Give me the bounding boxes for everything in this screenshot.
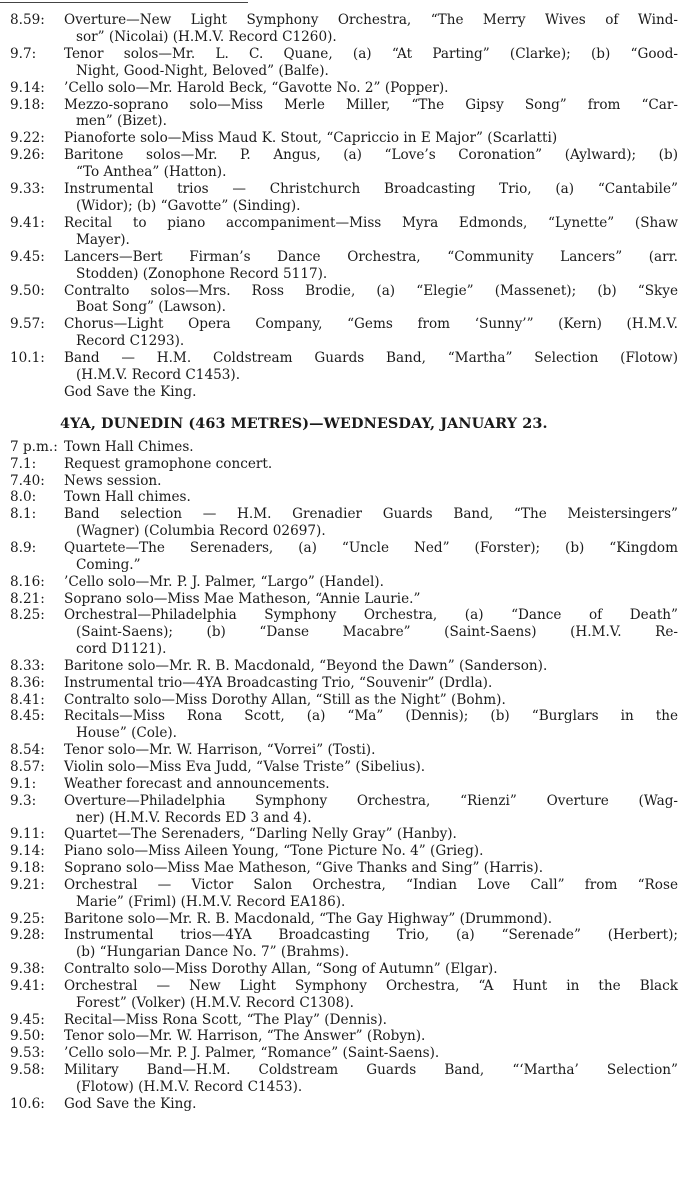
station-heading: 4YA, DUNEDIN (463 METRES)—WEDNESDAY, JANUARY 23. xyxy=(60,414,548,432)
entry-description xyxy=(64,759,678,776)
entry-description xyxy=(64,283,678,317)
programme-entry xyxy=(10,540,678,574)
entry-line: cord D1121). xyxy=(76,641,167,658)
entry-description xyxy=(64,927,678,961)
entry-line: Recital—Miss Rona Scott, “The Play” (Dennis). xyxy=(64,1011,387,1028)
entry-line: Pianoforte solo—Miss Maud K. Stout, “Capriccio in E Major” (Scarlatti) xyxy=(64,130,558,147)
entry-line: Violin solo—Miss Eva Judd, “Valse Triste” (Sibelius). xyxy=(64,758,426,775)
programme-entry xyxy=(10,826,678,843)
entry-time: 9.58: xyxy=(10,1062,45,1079)
top-rule xyxy=(0,2,248,3)
entry-line: (Wagner) (Columbia Record 02697). xyxy=(76,523,326,540)
entry-line: Baritone solos—Mr. P. Angus, (a) “Love’s Coronation” (Aylward); (b) xyxy=(64,147,678,164)
entry-description xyxy=(64,793,678,827)
programme-entry xyxy=(10,1012,678,1029)
closing-line: God Save the King. xyxy=(64,383,197,400)
entry-line: Recital to piano accompaniment—Miss Myra Edmonds, “Lynette” (Shaw xyxy=(64,214,678,231)
entry-line: Request gramophone concert. xyxy=(64,455,273,472)
entry-line: Band — H.M. Coldstream Guards Band, “Martha” Selection (Flotow) xyxy=(64,350,678,367)
programme-entry xyxy=(10,1028,678,1045)
section-dunedin-programme xyxy=(10,439,678,1113)
programme-entry xyxy=(10,181,678,215)
entry-description xyxy=(64,658,678,675)
entry-line: (b) “Hungarian Dance No. 7” (Brahms). xyxy=(76,944,350,961)
entry-time: 9.25: xyxy=(10,910,45,927)
programme-entry xyxy=(10,1096,678,1113)
entry-time: 8.21: xyxy=(10,590,45,607)
entry-description xyxy=(64,540,678,574)
entry-time: 8.9: xyxy=(10,540,37,556)
entry-description xyxy=(64,473,678,490)
entry-time: 10.6: xyxy=(10,1095,45,1112)
entry-time: 9.45: xyxy=(10,1011,45,1028)
entry-time: 8.45: xyxy=(10,708,45,725)
entry-line: Marie” (Friml) (H.M.V. Record EA186). xyxy=(76,893,346,910)
entry-description xyxy=(64,80,678,97)
entry-time: 9.57: xyxy=(10,316,45,333)
entry-line: Orchestral — Victor Salon Orchestra, “Indian Love Call” from “Rose xyxy=(64,876,678,893)
entry-time: 10.1: xyxy=(10,350,45,367)
entry-line: Instrumental trio—4YA Broadcasting Trio, “Souvenir” (Drdla). xyxy=(64,674,493,691)
entry-line: Quartet—The Serenaders, “Darling Nelly Gray” (Hanby). xyxy=(64,826,457,843)
programme-entry xyxy=(10,927,678,961)
entry-description xyxy=(64,877,678,911)
entry-line: House” (Cole). xyxy=(76,725,177,742)
entry-time: 9.26: xyxy=(10,147,45,164)
programme-entry xyxy=(10,456,678,473)
programme-entry xyxy=(10,46,678,80)
entry-description xyxy=(64,978,678,1012)
entry-time: 7.40: xyxy=(10,472,45,489)
programme-entry xyxy=(10,147,678,181)
entry-time: 9.41: xyxy=(10,977,45,994)
entry-time: 8.36: xyxy=(10,674,45,691)
entry-line: Orchestral—Philadelphia Symphony Orchestra, (a) “Dance of Death” xyxy=(64,607,678,624)
entry-time: 9.38: xyxy=(10,961,45,978)
entry-time: 9.14: xyxy=(10,843,45,860)
entry-time: 9.11: xyxy=(10,826,45,843)
programme-entry xyxy=(10,961,678,978)
entry-time: 8.0: xyxy=(10,489,37,506)
entry-line: Lancers—Bert Firman’s Dance Orchestra, “Community Lancers” (arr. xyxy=(64,248,678,265)
entry-line: Weather forecast and announcements. xyxy=(64,775,330,792)
programme-entry xyxy=(10,759,678,776)
entry-line: men” (Bizet). xyxy=(76,113,167,130)
entry-line: Piano solo—Miss Aileen Young, “Tone Picture No. 4” (Grieg). xyxy=(64,843,484,860)
section-christchurch-programme xyxy=(10,12,678,384)
entry-line: God Save the King. xyxy=(64,1095,197,1112)
entry-time: 9.7: xyxy=(10,45,37,62)
entry-line: Record C1293). xyxy=(76,333,185,350)
entry-time: 9.28: xyxy=(10,927,45,944)
entry-description xyxy=(64,708,678,742)
programme-entry xyxy=(10,316,678,350)
entry-time: 8.1: xyxy=(10,506,37,523)
entry-description xyxy=(64,147,678,181)
entry-line: Overture—New Light Symphony Orchestra, “The Merry Wives of Wind- xyxy=(64,12,678,28)
entry-description xyxy=(64,843,678,860)
entry-time: 9.41: xyxy=(10,214,45,231)
entry-time: 9.53: xyxy=(10,1045,45,1062)
entry-description xyxy=(64,692,678,709)
entry-line: Baritone solo—Mr. R. B. Macdonald, “The Gay Highway” (Drummond). xyxy=(64,910,553,927)
programme-entry xyxy=(10,607,678,658)
entry-line: Forest” (Volker) (H.M.V. Record C1308). xyxy=(76,994,354,1011)
programme-entry xyxy=(10,591,678,608)
programme-entry xyxy=(10,283,678,317)
entry-description xyxy=(64,316,678,350)
entry-line: Night, Good-Night, Beloved” (Balfe). xyxy=(76,62,329,79)
entry-description xyxy=(64,181,678,215)
programme-entry xyxy=(10,776,678,793)
programme-entry xyxy=(10,97,678,131)
entry-description xyxy=(64,591,678,608)
entry-description xyxy=(64,1012,678,1029)
entry-time: 8.54: xyxy=(10,742,45,759)
entry-description xyxy=(64,439,678,456)
entry-time: 7 p.m.: xyxy=(10,438,58,455)
entry-time: 9.18: xyxy=(10,96,45,113)
programme-entry xyxy=(10,675,678,692)
programme-entry xyxy=(10,439,678,456)
entry-time: 7.1: xyxy=(10,455,37,472)
entry-description xyxy=(64,130,678,147)
entry-description xyxy=(64,911,678,928)
entry-line: News session. xyxy=(64,472,162,489)
entry-description xyxy=(64,215,678,249)
programme-entry xyxy=(10,742,678,759)
entry-description xyxy=(64,826,678,843)
programme-entry xyxy=(10,215,678,249)
entry-line: sor” (Nicolai) (H.M.V. Record C1260). xyxy=(76,28,337,45)
entry-description xyxy=(64,1062,678,1096)
entry-time: 8.59: xyxy=(10,12,45,28)
entry-time: 9.21: xyxy=(10,876,45,893)
programme-entry xyxy=(10,793,678,827)
entry-time: 8.25: xyxy=(10,607,45,624)
programme-entry xyxy=(10,978,678,1012)
entry-line: Coming.” xyxy=(76,556,141,573)
entry-line: Town Hall chimes. xyxy=(64,489,191,506)
programme-entry xyxy=(10,350,678,384)
entry-line: Town Hall Chimes. xyxy=(64,438,194,455)
programme-entry xyxy=(10,80,678,97)
entry-description xyxy=(64,489,678,506)
entry-line: (Saint-Saens); (b) “Danse Macabre” (Saint-Saens) (H.M.V. Re- xyxy=(76,624,678,641)
entry-line: Stodden) (Zonophone Record 5117). xyxy=(76,265,328,282)
entry-time: 8.57: xyxy=(10,758,45,775)
entry-line: Military Band—H.M. Coldstream Guards Band, “‘Martha’ Selection” xyxy=(64,1062,678,1079)
entry-line: Contralto solo—Miss Dorothy Allan, “Still as the Night” (Bohm). xyxy=(64,691,506,708)
entry-line: Boat Song” (Lawson). xyxy=(76,299,226,316)
entry-description xyxy=(64,249,678,283)
programme-entry xyxy=(10,911,678,928)
programme-entry xyxy=(10,1045,678,1062)
programme-entry xyxy=(10,877,678,911)
entry-time: 9.50: xyxy=(10,1028,45,1045)
entry-line: ’Cello solo—Mr. Harold Beck, “Gavotte No. 2” (Popper). xyxy=(64,79,449,96)
entry-line: Chorus—Light Opera Company, “Gems from ‘Sunny’” (Kern) (H.M.V. xyxy=(64,316,678,333)
entry-line: Soprano solo—Miss Mae Matheson, “Give Thanks and Sing” (Harris). xyxy=(64,860,544,877)
entry-description xyxy=(64,776,678,793)
entry-line: Mayer). xyxy=(76,231,130,248)
entry-time: 9.1: xyxy=(10,775,37,792)
entry-description xyxy=(64,1096,678,1113)
programme-entry xyxy=(10,489,678,506)
entry-line: Contralto solos—Mrs. Ross Brodie, (a) “Elegie” (Massenet); (b) “Skye xyxy=(64,282,678,299)
entry-time: 9.50: xyxy=(10,282,45,299)
entry-line: (Widor); (b) “Gavotte” (Sinding). xyxy=(76,197,301,214)
programme-entry xyxy=(10,658,678,675)
entry-description xyxy=(64,742,678,759)
programme-entry xyxy=(10,12,678,46)
entry-line: (H.M.V. Record C1453). xyxy=(76,367,241,384)
programme-entry xyxy=(10,574,678,591)
entry-line: (Flotow) (H.M.V. Record C1453). xyxy=(76,1079,303,1095)
programme-entry xyxy=(10,249,678,283)
programme-entry xyxy=(10,843,678,860)
entry-description xyxy=(64,456,678,473)
entry-line: “To Anthea” (Hatton). xyxy=(76,164,227,181)
entry-time: 9.33: xyxy=(10,181,45,198)
entry-time: 8.41: xyxy=(10,691,45,708)
entry-time: 9.22: xyxy=(10,130,45,147)
entry-line: Mezzo-soprano solo—Miss Merle Miller, “The Gipsy Song” from “Car- xyxy=(64,96,678,113)
programme-entry xyxy=(10,473,678,490)
entry-line: Orchestral — New Light Symphony Orchestra, “A Hunt in the Black xyxy=(64,977,678,994)
entry-description xyxy=(64,350,678,384)
entry-description xyxy=(64,1028,678,1045)
entry-line: Recitals—Miss Rona Scott, (a) “Ma” (Dennis); (b) “Burglars in the xyxy=(64,708,678,725)
programme-entry xyxy=(10,692,678,709)
entry-time: 9.45: xyxy=(10,248,45,265)
entry-time: 9.14: xyxy=(10,79,45,96)
entry-description xyxy=(64,506,678,540)
entry-time: 8.33: xyxy=(10,657,45,674)
entry-line: ner) (H.M.V. Records ED 3 and 4). xyxy=(76,809,312,826)
entry-line: Quartete—The Serenaders, (a) “Uncle Ned” (Forster); (b) “Kingdom xyxy=(64,540,678,556)
programme-entry xyxy=(10,708,678,742)
entry-time: 9.3: xyxy=(10,792,37,809)
entry-description xyxy=(64,46,678,80)
entry-description xyxy=(64,607,678,658)
entry-line: Soprano solo—Miss Mae Matheson, “Annie Laurie.” xyxy=(64,590,421,607)
entry-line: Tenor solos—Mr. L. C. Quane, (a) “At Parting” (Clarke); (b) “Good- xyxy=(64,45,678,62)
programme-entry xyxy=(10,1062,678,1096)
entry-description xyxy=(64,12,678,46)
entry-line: ’Cello solo—Mr. P. J. Palmer, “Largo” (Handel). xyxy=(64,573,384,590)
entry-line: Band selection — H.M. Grenadier Guards Band, “The Meistersingers” xyxy=(64,506,678,523)
entry-line: Contralto solo—Miss Dorothy Allan, “Song of Autumn” (Elgar). xyxy=(64,961,498,978)
entry-time: 8.16: xyxy=(10,573,45,590)
entry-description xyxy=(64,961,678,978)
entry-description xyxy=(64,1045,678,1062)
entry-description xyxy=(64,574,678,591)
entry-line: Overture—Philadelphia Symphony Orchestra, “Rienzi” Overture (Wag- xyxy=(64,792,678,809)
entry-description xyxy=(64,675,678,692)
programme-entry xyxy=(10,506,678,540)
entry-description xyxy=(64,860,678,877)
entry-line: Baritone solo—Mr. R. B. Macdonald, “Beyond the Dawn” (Sanderson). xyxy=(64,657,548,674)
entry-time: 9.18: xyxy=(10,860,45,877)
entry-line: Instrumental trios—4YA Broadcasting Trio, (a) “Serenade” (Herbert); xyxy=(64,927,678,944)
entry-description xyxy=(64,97,678,131)
entry-line: ’Cello solo—Mr. P. J. Palmer, “Romance” (Saint-Saens). xyxy=(64,1045,440,1062)
entry-line: Instrumental trios — Christchurch Broadcasting Trio, (a) “Cantabile” xyxy=(64,181,678,198)
programme-entry xyxy=(10,860,678,877)
entry-line: Tenor solo—Mr. W. Harrison, “The Answer” (Robyn). xyxy=(64,1028,426,1045)
entry-line: Tenor solo—Mr. W. Harrison, “Vorrei” (Tosti). xyxy=(64,742,376,759)
programme-entry xyxy=(10,130,678,147)
